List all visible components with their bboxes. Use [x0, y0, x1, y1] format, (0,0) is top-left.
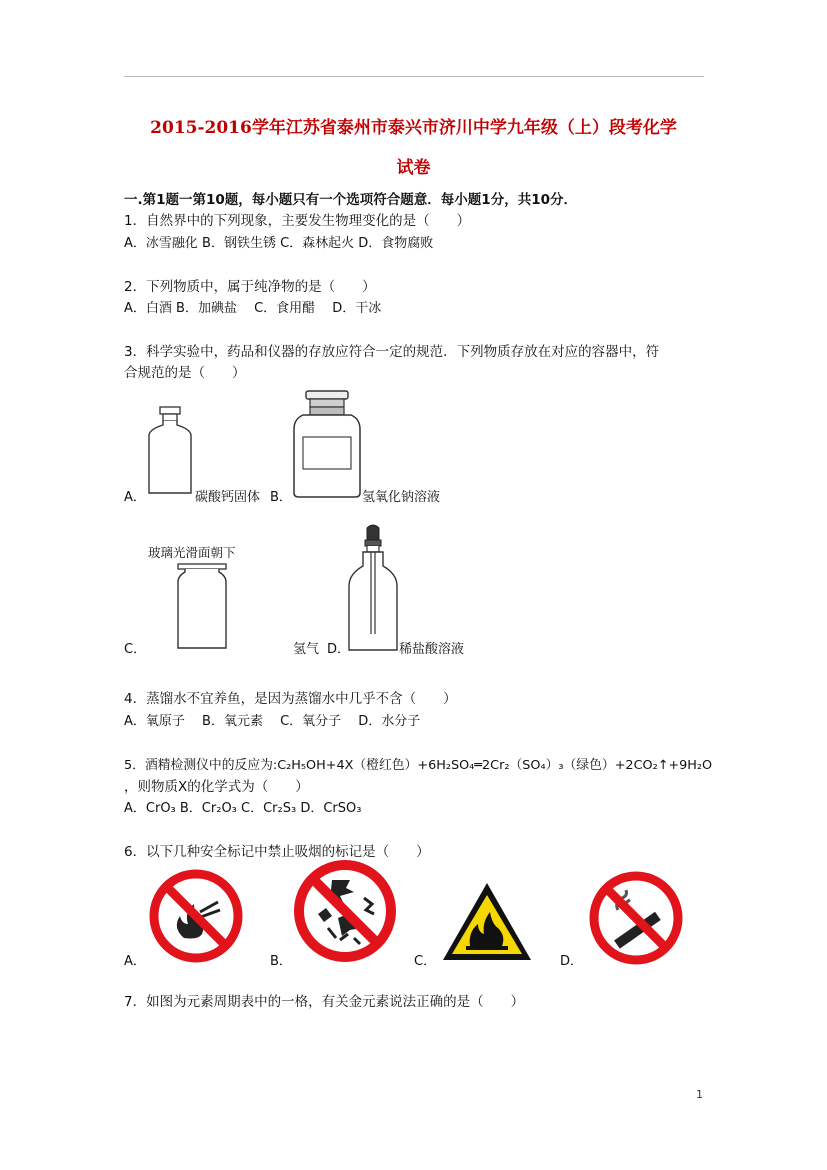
q6-option-d-label: D． [560, 954, 584, 969]
q6-option-b-label: B． [270, 954, 292, 969]
no-open-flame-sign-icon [148, 868, 244, 964]
q3-option-c-text: 氢气 [293, 642, 320, 657]
no-smoking-sign-icon [588, 870, 684, 966]
gas-jar-icon [172, 562, 232, 652]
q3-option-c-label: C． [124, 642, 147, 657]
no-fireworks-sign-icon [292, 858, 398, 964]
q5-stem-line2: ，则物质X的化学式为（ ） [124, 779, 309, 795]
page-title-line1: 2015-2016学年江苏省泰州市泰兴市济川中学九年级（上）段考化学 [150, 118, 677, 138]
q1-options: A．冰雪融化 B．钢铁生锈 C．森林起火 D．食物腐败 [124, 236, 434, 251]
q6-option-c-label: C． [414, 954, 437, 969]
q3-option-a-label: A． [124, 490, 146, 505]
q5-stem-line1: 5．酒精检测仪中的反应为:C₂H₅OH+4X（橙红色）+6H₂SO₄═2Cr₂（SO₄）₃（绿色）+2CO₂↑+9H₂O [124, 758, 713, 773]
q3-option-c-caption: 玻璃光滑面朝下 [148, 545, 236, 560]
q3-stem-line1: 3．科学实验中，药品和仪器的存放应符合一定的规范．下列物质存放在对应的容器中，符 [124, 344, 660, 360]
q7-stem: 7．如图为元素周期表中的一格，有关金元素说法正确的是（ ） [124, 994, 525, 1010]
flammable-warning-sign-icon [440, 880, 534, 964]
q6-stem: 6．以下几种安全标记中禁止吸烟的标记是（ ） [124, 844, 430, 860]
q3-stem-line2: 合规范的是（ ） [124, 365, 246, 381]
q4-stem: 4．蒸馏水不宜养鱼，是因为蒸馏水中几乎不含（ ） [124, 691, 457, 707]
q2-stem: 2．下列物质中，属于纯净物的是（ ） [124, 279, 376, 295]
header-rule [124, 76, 704, 77]
q2-options: A．白酒 B．加碘盐 C．食用醋 D．干冰 [124, 301, 382, 316]
section-heading: 一.第1题一第10题，每小题只有一个选项符合题意．每小题1分，共10分． [124, 192, 577, 208]
q3-option-b-label: B． [270, 490, 292, 505]
q3-option-d-text: 稀盐酸溶液 [399, 642, 465, 657]
q3-option-a-text: 碳酸钙固体 [195, 490, 261, 505]
reagent-bottle-icon [144, 405, 196, 497]
q3-option-b-text: 氢氧化钠溶液 [362, 490, 441, 505]
q1-stem: 1．自然界中的下列现象，主要发生物理变化的是（ ） [124, 213, 471, 229]
q3-option-d-label: D． [327, 642, 351, 657]
q4-options: A．氧原子 B．氧元素 C．氧分子 D．水分子 [124, 714, 421, 729]
page-number: 1 [696, 1088, 703, 1101]
q5-options: A．CrO₃ B．Cr₂O₃ C．Cr₂S₃ D．CrSO₃ [124, 801, 362, 816]
page-title-line2: 试卷 [396, 158, 431, 178]
dropper-bottle-icon [345, 522, 401, 656]
wide-mouth-bottle-icon [289, 389, 365, 501]
q6-option-a-label: A． [124, 954, 146, 969]
